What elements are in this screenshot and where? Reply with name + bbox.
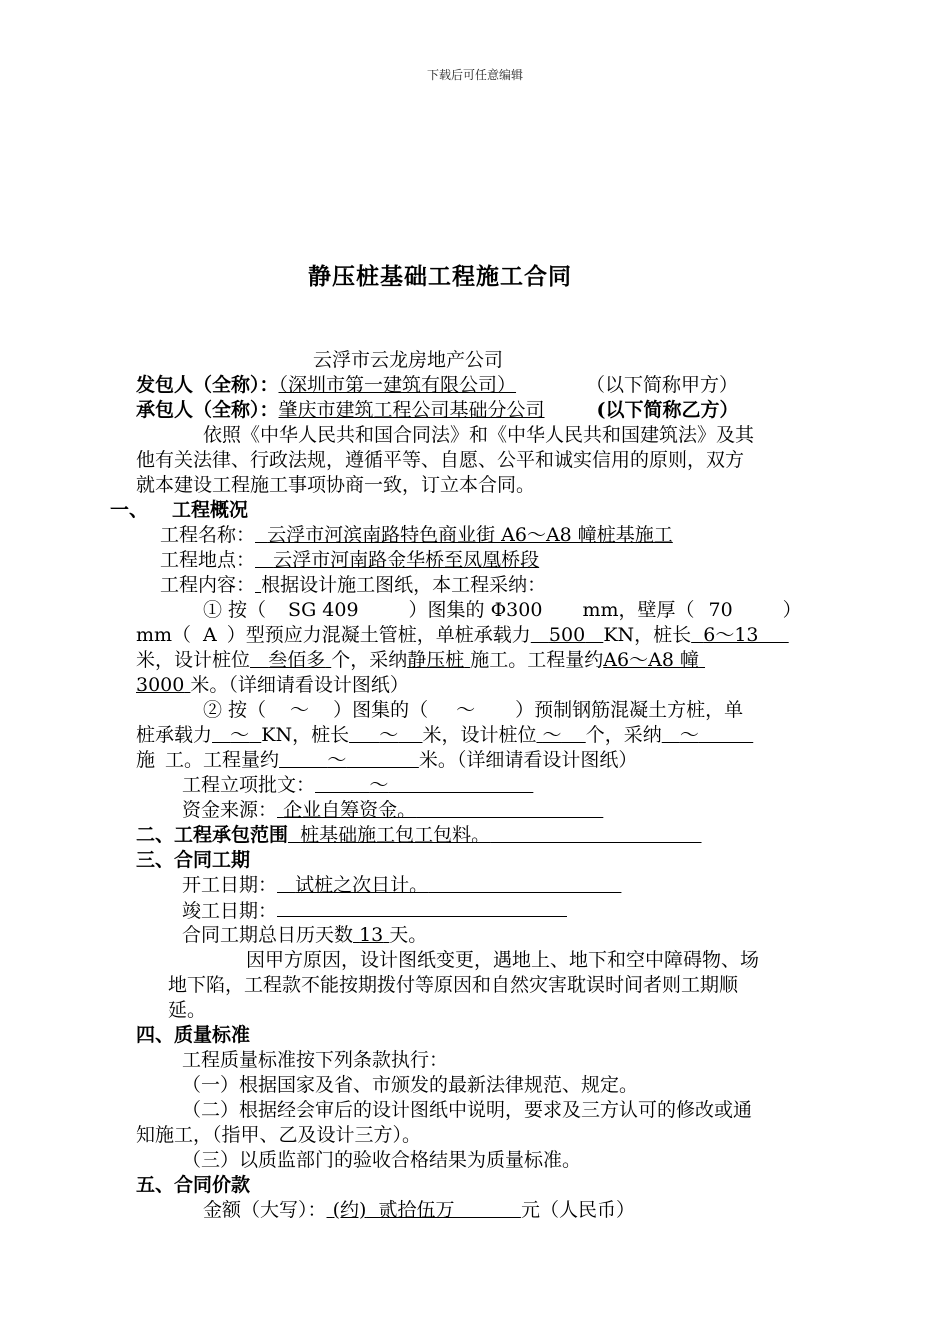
item1-line-3: 米，设计桩位 叁佰多 个，采纳静压桩 施工。工程量约A6～A8 幢 [136, 648, 705, 672]
project-name-line [160, 523, 673, 547]
delay-line-2: 地下陷，工程款不能按期拨付等原因和自然灾害耽误时间者则工期顺 [168, 974, 739, 996]
quality-intro: 工程质量标准按下列条款执行： [182, 1049, 449, 1071]
funding-label: 资金来源： [182, 799, 278, 821]
project-location-line [160, 548, 539, 572]
project-content-label: 工程内容： [160, 574, 256, 596]
type-value: A [203, 624, 217, 646]
duration-line: 合同工期总日历天数 13 天。 [182, 924, 428, 946]
end-date-label: 竣工日期： [182, 900, 278, 922]
amount-line [203, 1198, 635, 1222]
section2-heading: 二、工程承包范围 [136, 824, 289, 846]
capacity-value: 500 [548, 624, 586, 646]
project-content-value: 根据设计施工图纸，本工程采纳： [261, 574, 547, 596]
item1-line-1: ① 按（ SG 409 ）图集的 Φ300 mm，壁厚（ 70 ） [203, 599, 802, 621]
approval-label: 工程立项批文： [182, 774, 316, 796]
preamble-line-2: 他有关法律、行政法规，遵循平等、自愿、公平和诚实信用的原则，双方 [136, 449, 745, 471]
funding-value: 企业自筹资金。 [283, 799, 417, 821]
quantity-value-a: A6～A8 幢 [603, 649, 699, 671]
preamble-line-3: 就本建设工程施工事项协商一致，订立本合同。 [136, 474, 536, 496]
approval-line [182, 773, 533, 797]
quality-item-2a: （二）根据经会审后的设计图纸中说明，要求及三方认可的修改或通 [182, 1099, 753, 1121]
contractor-line [136, 398, 739, 422]
item2-line-2: 桩承载力 ～ KN，桩长 ～ 米，设计桩位 ～ 个，采纳 ～ [136, 724, 699, 746]
start-date-line [182, 873, 621, 897]
quality-item-1: （一）根据国家及省、市颁发的最新法律规范、规定。 [182, 1074, 639, 1096]
amount-value: (约) 贰拾伍万 [332, 1199, 455, 1221]
delay-line-1: 因甲方原因，设计图纸变更，遇地上、地下和空中障碍物、场 [246, 949, 760, 971]
owner-line [136, 373, 738, 397]
quality-item-3: （三）以质监部门的验收合格结果为质量标准。 [182, 1149, 582, 1171]
amount-suffix: 元（人民币） [520, 1199, 635, 1221]
section2-line [136, 823, 702, 847]
method-value: 静压桩 [407, 649, 465, 671]
scope-value: 桩基础施工包工包料。 [300, 824, 491, 846]
section5-heading: 五、合同价款 [136, 1174, 251, 1196]
duration-days: 13 [359, 924, 384, 946]
end-date-blank [277, 898, 567, 917]
owner-label: 发包人（全称）： [136, 374, 279, 396]
owner-alt-name: 云浮市云龙房地产公司 [313, 349, 504, 371]
contractor-suffix: (以下简称乙方） [596, 399, 739, 421]
document-title: 静压桩基础工程施工合同 [308, 263, 572, 290]
start-date-value: 试桩之次日计。 [295, 874, 429, 896]
item1-line-2: mm（ A ）型预应力混凝土管桩，单桩承载力 500 KN，桩长 6～13 [136, 623, 789, 647]
length-value: 6～13 [703, 624, 759, 646]
funding-line [182, 798, 603, 822]
item2-line-3: 施 工。工程量约 ～ 米。（详细请看设计图纸） [136, 749, 638, 771]
contractor-label: 承包人（全称）： [136, 399, 279, 421]
section1-heading: 一、 工程概况 [110, 499, 249, 521]
section4-heading: 四、质量标准 [136, 1024, 251, 1046]
project-name-value: 云浮市河滨南路特色商业街 A6～A8 幢桩基施工 [267, 524, 673, 546]
wall-value: 70 [708, 599, 733, 621]
project-location-value: 云浮市河南路金华桥至凤凰桥段 [273, 549, 540, 571]
quantity-value-b: 3000 [136, 674, 185, 696]
preamble-line-1: 依照《中华人民共和国合同法》和《中华人民共和国建筑法》及其 [203, 424, 755, 446]
start-date-label: 开工日期： [182, 874, 278, 896]
section3-heading: 三、合同工期 [136, 849, 251, 871]
project-name-label: 工程名称： [160, 524, 256, 546]
quality-item-2b: 知施工，（指甲、乙及设计三方）。 [136, 1124, 422, 1146]
item1-line-4: 3000 米。（详细请看设计图纸） [136, 674, 409, 696]
approval-value: ～ [369, 774, 389, 796]
atlas-value: SG 409 [288, 599, 359, 621]
pile-count-value: 叁佰多 [268, 649, 326, 671]
amount-label: 金额（大写）： [203, 1199, 327, 1221]
page-header-note: 下载后可任意编辑 [426, 68, 523, 82]
project-location-label: 工程地点： [160, 549, 256, 571]
project-content-line [160, 573, 546, 597]
delay-line-3: 延。 [168, 999, 207, 1021]
owner-name: （深圳市第一建筑有限公司） [278, 374, 517, 396]
contractor-name: 肇庆市建筑工程公司基础分公司 [278, 399, 545, 421]
owner-suffix: （以下简称甲方） [586, 374, 739, 396]
end-date-line [182, 898, 567, 923]
item2-line-1: ② 按（ ～ ）图集的（ ～ ）预制钢筋混凝土方桩，单 [203, 699, 744, 721]
